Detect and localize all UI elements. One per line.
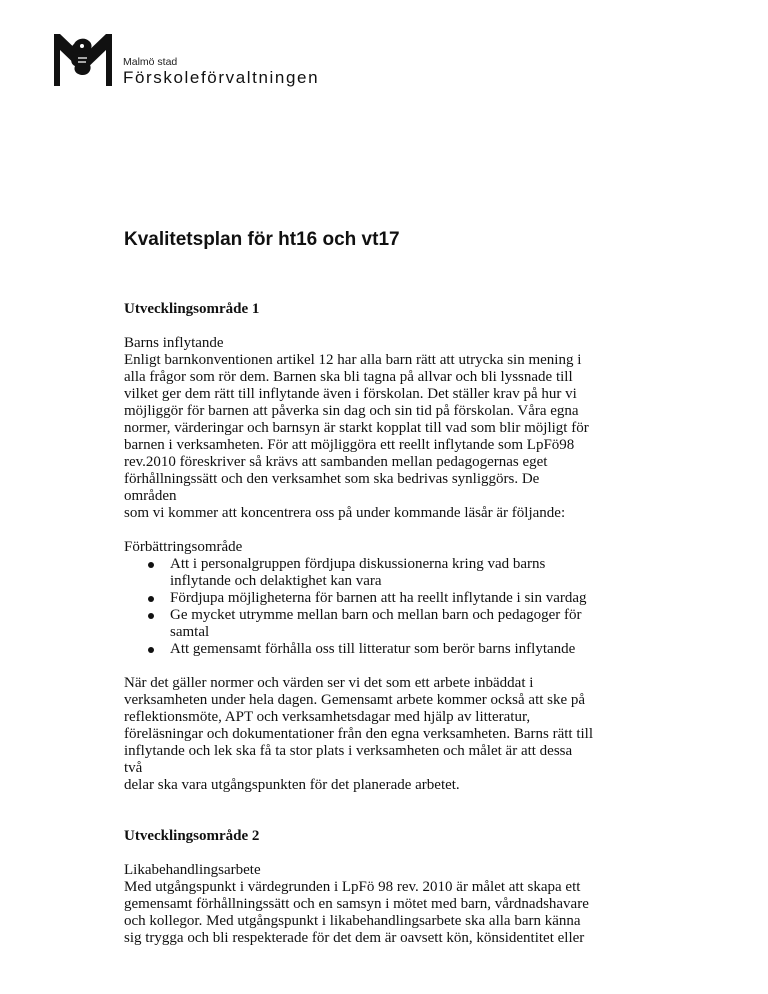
section-heading: Utvecklingsområde 2: [124, 828, 260, 844]
document-title: Kvalitetsplan för ht16 och vt17: [124, 229, 400, 250]
list-item: [124, 556, 594, 590]
text-line: inflytande och lek ska få ta stor plats i verksamheten och målet är att dessa två: [124, 743, 573, 776]
text-line: och kollegor. Med utgångspunkt i likabehandlingsarbete ska alla barn känna: [124, 913, 581, 929]
closing-paragraph: [124, 675, 594, 794]
spacer: [124, 845, 594, 862]
list-item: [124, 641, 594, 658]
malmo-logo: [54, 34, 112, 86]
city-name: Malmö stad: [123, 56, 178, 68]
text-line: gemensamt förhållningssätt och en samsyn i mötet med barn, vårdnadshavare: [124, 896, 589, 912]
spacer: [124, 318, 594, 335]
text-line: När det gäller normer och värden ser vi det som ett arbete inbäddat i: [124, 675, 534, 691]
section-subheading: Barns inflytande: [124, 335, 224, 351]
intro-paragraph: [124, 352, 594, 522]
text-line: rev.2010 föreskriver så krävs att sambanden mellan pedagogernas eget: [124, 454, 548, 470]
list-item: [124, 607, 594, 641]
text-line: sig trygga och bli respekterade för det dem är oavsett kön, könsidentitet eller: [124, 930, 585, 946]
document-body: [124, 301, 594, 947]
organization-header: [123, 56, 319, 88]
text-line: delar ska vara utgångspunkten för det planerade arbetet.: [124, 777, 460, 793]
section-subheading: Likabehandlingsarbete: [124, 862, 261, 878]
spacer: [124, 522, 594, 539]
text-line: alla frågor som rör dem. Barnen ska bli tagna på allvar och bli lyssnade till: [124, 369, 573, 385]
text-line: Med utgångspunkt i värdegrunden i LpFö 98 rev. 2010 är målet att skapa ett: [124, 879, 581, 895]
text-line: normer, värderingar och barnsyn är starkt kopplat till vad som blir möjligt för: [124, 420, 589, 436]
text-line: Att i personalgruppen fördjupa diskussionerna kring vad barns: [170, 556, 546, 572]
text-line: Enligt barnkonventionen artikel 12 har alla barn rätt att utrycka sin mening i: [124, 352, 582, 368]
text-line: inflytande och delaktighet kan vara: [170, 573, 382, 589]
improvement-list: [124, 556, 594, 658]
text-line: samtal: [170, 624, 210, 640]
text-line: barnen i verksamheten. För att möjliggöra ett reellt inflytande som LpFö98: [124, 437, 575, 453]
text-line: möjliggör för barnen att påverka sin dag och sin tid på förskolan. Våra egna: [124, 403, 579, 419]
improvement-label: Förbättringsområde: [124, 539, 243, 555]
text-line: Att gemensamt förhålla oss till litteratur som berör barns inflytande: [170, 641, 576, 657]
list-item: [124, 590, 594, 607]
text-line: Fördjupa möjligheterna för barnen att ha reellt inflytande i sin vardag: [170, 590, 587, 606]
intro-paragraph: [124, 879, 594, 947]
spacer: [124, 794, 594, 828]
text-line: förhållningssätt och den verksamhet som ska bedrivas synliggörs. De områden: [124, 471, 540, 504]
department-name: Förskoleförvaltningen: [123, 68, 320, 87]
text-line: Ge mycket utrymme mellan barn och mellan barn och pedagoger för: [170, 607, 582, 623]
text-line: reflektionsmöte, APT och verksamhetsdagar med hjälp av litteratur,: [124, 709, 531, 725]
text-line: som vi kommer att koncentrera oss på under kommande läsår är följande:: [124, 505, 566, 521]
text-line: vilket ger dem rätt till inflytande även i förskolan. Det ställer krav på hur vi: [124, 386, 577, 402]
text-line: föreläsningar och dokumentationer från den egna verksamheten. Barns rätt till: [124, 726, 593, 742]
text-line: verksamheten under hela dagen. Gemensamt arbete kommer också att ske på: [124, 692, 586, 708]
section-heading: Utvecklingsområde 1: [124, 301, 260, 317]
spacer: [124, 658, 594, 675]
